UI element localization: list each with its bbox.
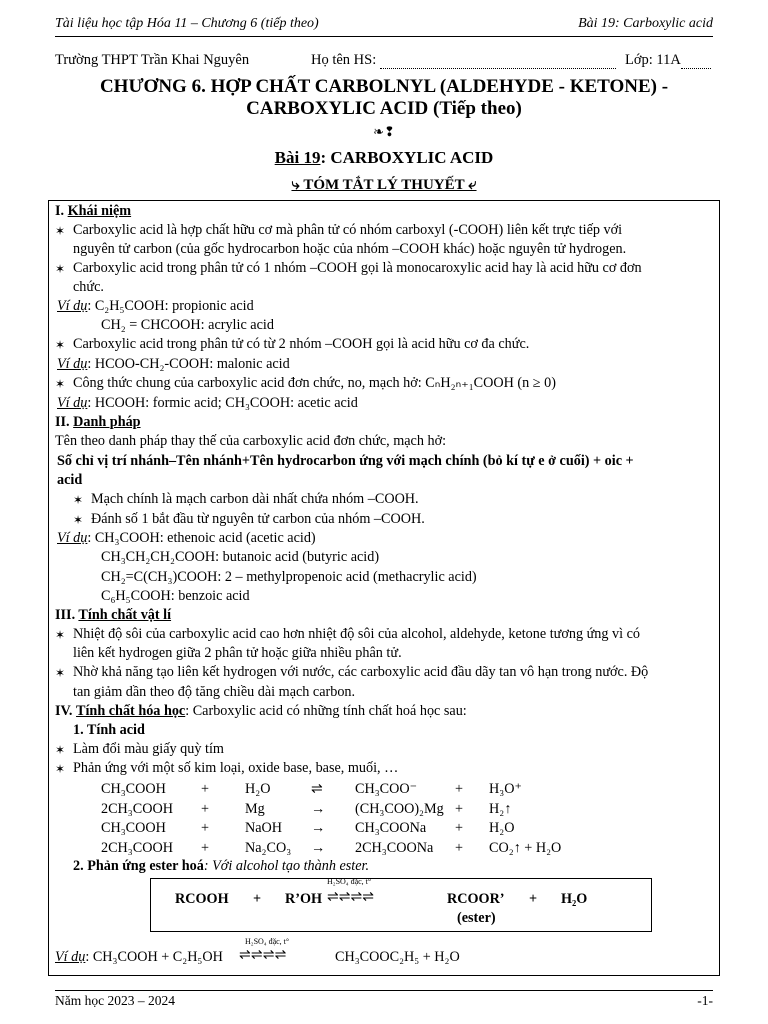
equation-cell: + [201,781,210,797]
equation-cell: CO₂↑ + H₂O [489,839,562,856]
equation-cell: 2CH₃COOH [101,800,173,817]
page-footer [55,990,713,1008]
s2-example4: C₆H₅COOH: benzoic acid [101,588,250,604]
equation-cell: → [311,800,326,817]
s2-bullet1: Mạch chính là mạch carbon dài nhất chứa nhóm –COOH. [91,491,419,507]
s3-bullet1-line2: liên kết hydrogen giữa 2 phân tử hoặc giữa nhiều phân tử. [73,645,402,661]
s4-sub1: 1. Tính acid [73,722,145,738]
rx-reactant1: RCOOH [175,891,229,907]
page-header [55,14,713,37]
footer-left: Năm học 2023 – 2024 [55,993,175,1008]
bullet-star-icon: ✶ [55,628,66,642]
equation-cell: + [455,839,464,856]
lesson-number: Bài 19 [274,148,321,167]
esterification-box [150,878,652,932]
equation-cell: (CH₃COO)₂Mg [355,800,444,817]
equation-cell: ⇌ [311,781,323,797]
equation-cell: + [201,820,210,836]
name-field[interactable] [380,68,616,69]
rx-reactant2: R’OH [285,891,323,907]
equation-cell: → [311,820,326,836]
equilibrium-arrow-icon: ⇌⇌⇌⇌ [327,890,374,905]
s2-rule-line1: Số chỉ vị trí nhánh–Tên nhánh+Tên hydrocarbon ứng với mạch chính (bỏ kí tự e ở cuối) + oic + [57,453,634,469]
equation-cell: + [201,800,210,817]
equation-cell: Na₂CO₃ [245,839,292,856]
s3-bullet1-line1: Nhiệt độ sôi của carboxylic acid cao hơn nhiệt độ sôi của alcohol, aldehyde, ketone tương ứng vì có [73,626,640,642]
s1-bullet1-line1: Carboxylic acid là hợp chất hữu cơ mà phân tử có nhóm carboxyl (-COOH) liên kết trực tiếp với [73,222,623,238]
rx-product2: H₂O [561,891,588,907]
rx-ester-note: (ester) [457,910,496,926]
lesson-name: : CARBOXYLIC ACID [320,148,494,167]
header-right: Bài 19: Carboxylic acid [578,16,713,31]
equation-cell: + [455,781,464,797]
s2-example3: CH₂=C(CH₃)COOH: 2 – methylpropenoic acid (methacrylic acid) [101,569,477,585]
bullet-star-icon: ✶ [55,224,66,238]
equation-cell: CH₃COOH [101,820,166,836]
s1-bullet2-line2: chức. [73,279,104,295]
equation-cell: → [311,839,326,856]
s4-sub2: 2. Phản ứng ester hoá: Với alcohol tạo thành ester. [73,858,370,874]
equation-cell: H₂O [489,820,515,836]
chapter-title-line1: CHƯƠNG 6. HỢP CHẤT CARBOLNYL (ALDEHYDE - KETONE) - [99,76,669,97]
bullet-star-icon: ✶ [55,743,66,757]
section-1-title: I. Khái niệm [55,203,132,219]
section-2-title: II. Danh pháp [55,414,141,430]
s1-bullet2-line1: Carboxylic acid trong phân tử có 1 nhóm –COOH gọi là monocaroxylic acid hay là acid hữu cơ đơn [73,260,642,276]
equation-cell: H₃O⁺ [489,781,522,797]
equation-cell: + [455,820,464,836]
equation-cell: + [455,800,464,817]
chapter-title [40,76,728,120]
equation-cell: 2CH₃COOH [101,839,173,856]
rx-plus1: + [253,891,262,907]
header-left: Tài liệu học tập Hóa 11 – Chương 6 (tiếp theo) [55,16,319,31]
s1-example2: CH₂ = CHCOOH: acrylic acid [101,317,274,333]
bullet-star-icon: ✶ [55,762,66,776]
s2-example1: Ví dụ: CH₃COOH: ethenoic acid (acetic acid) [57,530,316,546]
equation-cell: NaOH [245,820,283,836]
bullet-star-icon: ✶ [73,493,84,507]
equation-cell: CH₃COONa [355,820,427,836]
class-label: Lớp: 11A [625,52,711,69]
lesson-title [0,148,768,168]
s2-intro: Tên theo danh pháp thay thế của carboxylic acid đơn chức, mạch hở: [55,433,447,449]
equation-cell: CH₃COOH [101,781,166,797]
bullet-star-icon: ✶ [55,377,66,391]
s4-example-products: CH₃COOC₂H₅ + H₂O [335,949,460,965]
bullet-star-icon: ✶ [55,262,66,276]
summary-heading: ⤷ TÓM TẮT LÝ THUYẾT ⤶ [291,177,477,193]
footer-page-number: -1- [697,993,713,1008]
ornament-icon: ❧❢ [373,124,395,139]
equation-cell: Mg [245,800,265,817]
s2-bullet2: Đánh số 1 bắt đầu từ nguyên tử carbon của nhóm –COOH. [91,511,425,527]
section-4-title: IV. Tính chất hóa học: Carboxylic acid có những tính chất hoá học sau: [55,703,467,719]
equation-cell: + [201,839,210,856]
section-3-title: III. Tính chất vật lí [55,607,172,623]
rx-condition: H₂SO₄ đặc, t° [327,877,372,886]
name-label: Họ tên HS: [311,52,616,69]
equation-cell: H₂O [245,781,271,797]
s1-bullet1-line2: nguyên tử carbon (của gốc hydrocarbon hoặc của nhóm –COOH khác) hoặc nguyên tử hydrogen. [73,241,627,257]
s4-bullet1: Làm đổi màu giấy quỳ tím [73,741,224,757]
school-name: Trường THPT Trần Khai Nguyên [55,52,250,68]
theory-box [48,200,720,976]
s1-example3: Ví dụ: HCOO-CH₂-COOH: malonic acid [57,356,290,372]
equilibrium-arrow-icon: ⇌⇌⇌⇌ [239,947,287,963]
s4-bullet2: Phản ứng với một số kim loại, oxide base, base, muối, … [73,760,399,776]
s1-example4: Ví dụ: HCOOH: formic acid; CH₃COOH: acetic acid [57,395,358,411]
s3-bullet2-line1: Nhờ khả năng tạo liên kết hydrogen với nước, các carboxylic acid đầu dãy tan vô hạn trong nước. Độ [73,664,649,680]
bullet-star-icon: ✶ [55,666,66,680]
s2-rule-line2: acid [57,472,83,488]
ex-condition: H₂SO₄ đặc, t° [245,937,290,946]
s3-bullet2-line2: tan giảm dần theo độ tăng chiều dài mạch carbon. [73,684,356,700]
equation-cell: H₂↑ [489,800,512,817]
bullet-star-icon: ✶ [73,513,84,527]
s1-bullet4: Công thức chung của carboxylic acid đơn chức, no, mạch hở: CₙH₂ₙ₊₁COOH (n ≥ 0) [73,375,556,391]
chapter-title-line2: CARBOXYLIC ACID (Tiếp theo) [246,98,522,119]
class-field[interactable] [681,68,711,69]
rx-product1: RCOOR’ [447,891,505,907]
s2-example2: CH₃CH₂CH₂COOH: butanoic acid (butyric acid) [101,549,380,565]
s1-bullet3: Carboxylic acid trong phân tử có từ 2 nhóm –COOH gọi là acid hữu cơ đa chức. [73,336,530,352]
equation-cell: CH₃COO⁻ [355,781,418,797]
s4-example: Ví dụ: CH₃COOH + C₂H₅OH [55,949,223,965]
equation-cell: 2CH₃COONa [355,839,434,856]
s1-example1: Ví dụ: C₂H₅COOH: propionic acid [57,298,254,314]
rx-plus2: + [529,891,538,907]
bullet-star-icon: ✶ [55,338,66,352]
